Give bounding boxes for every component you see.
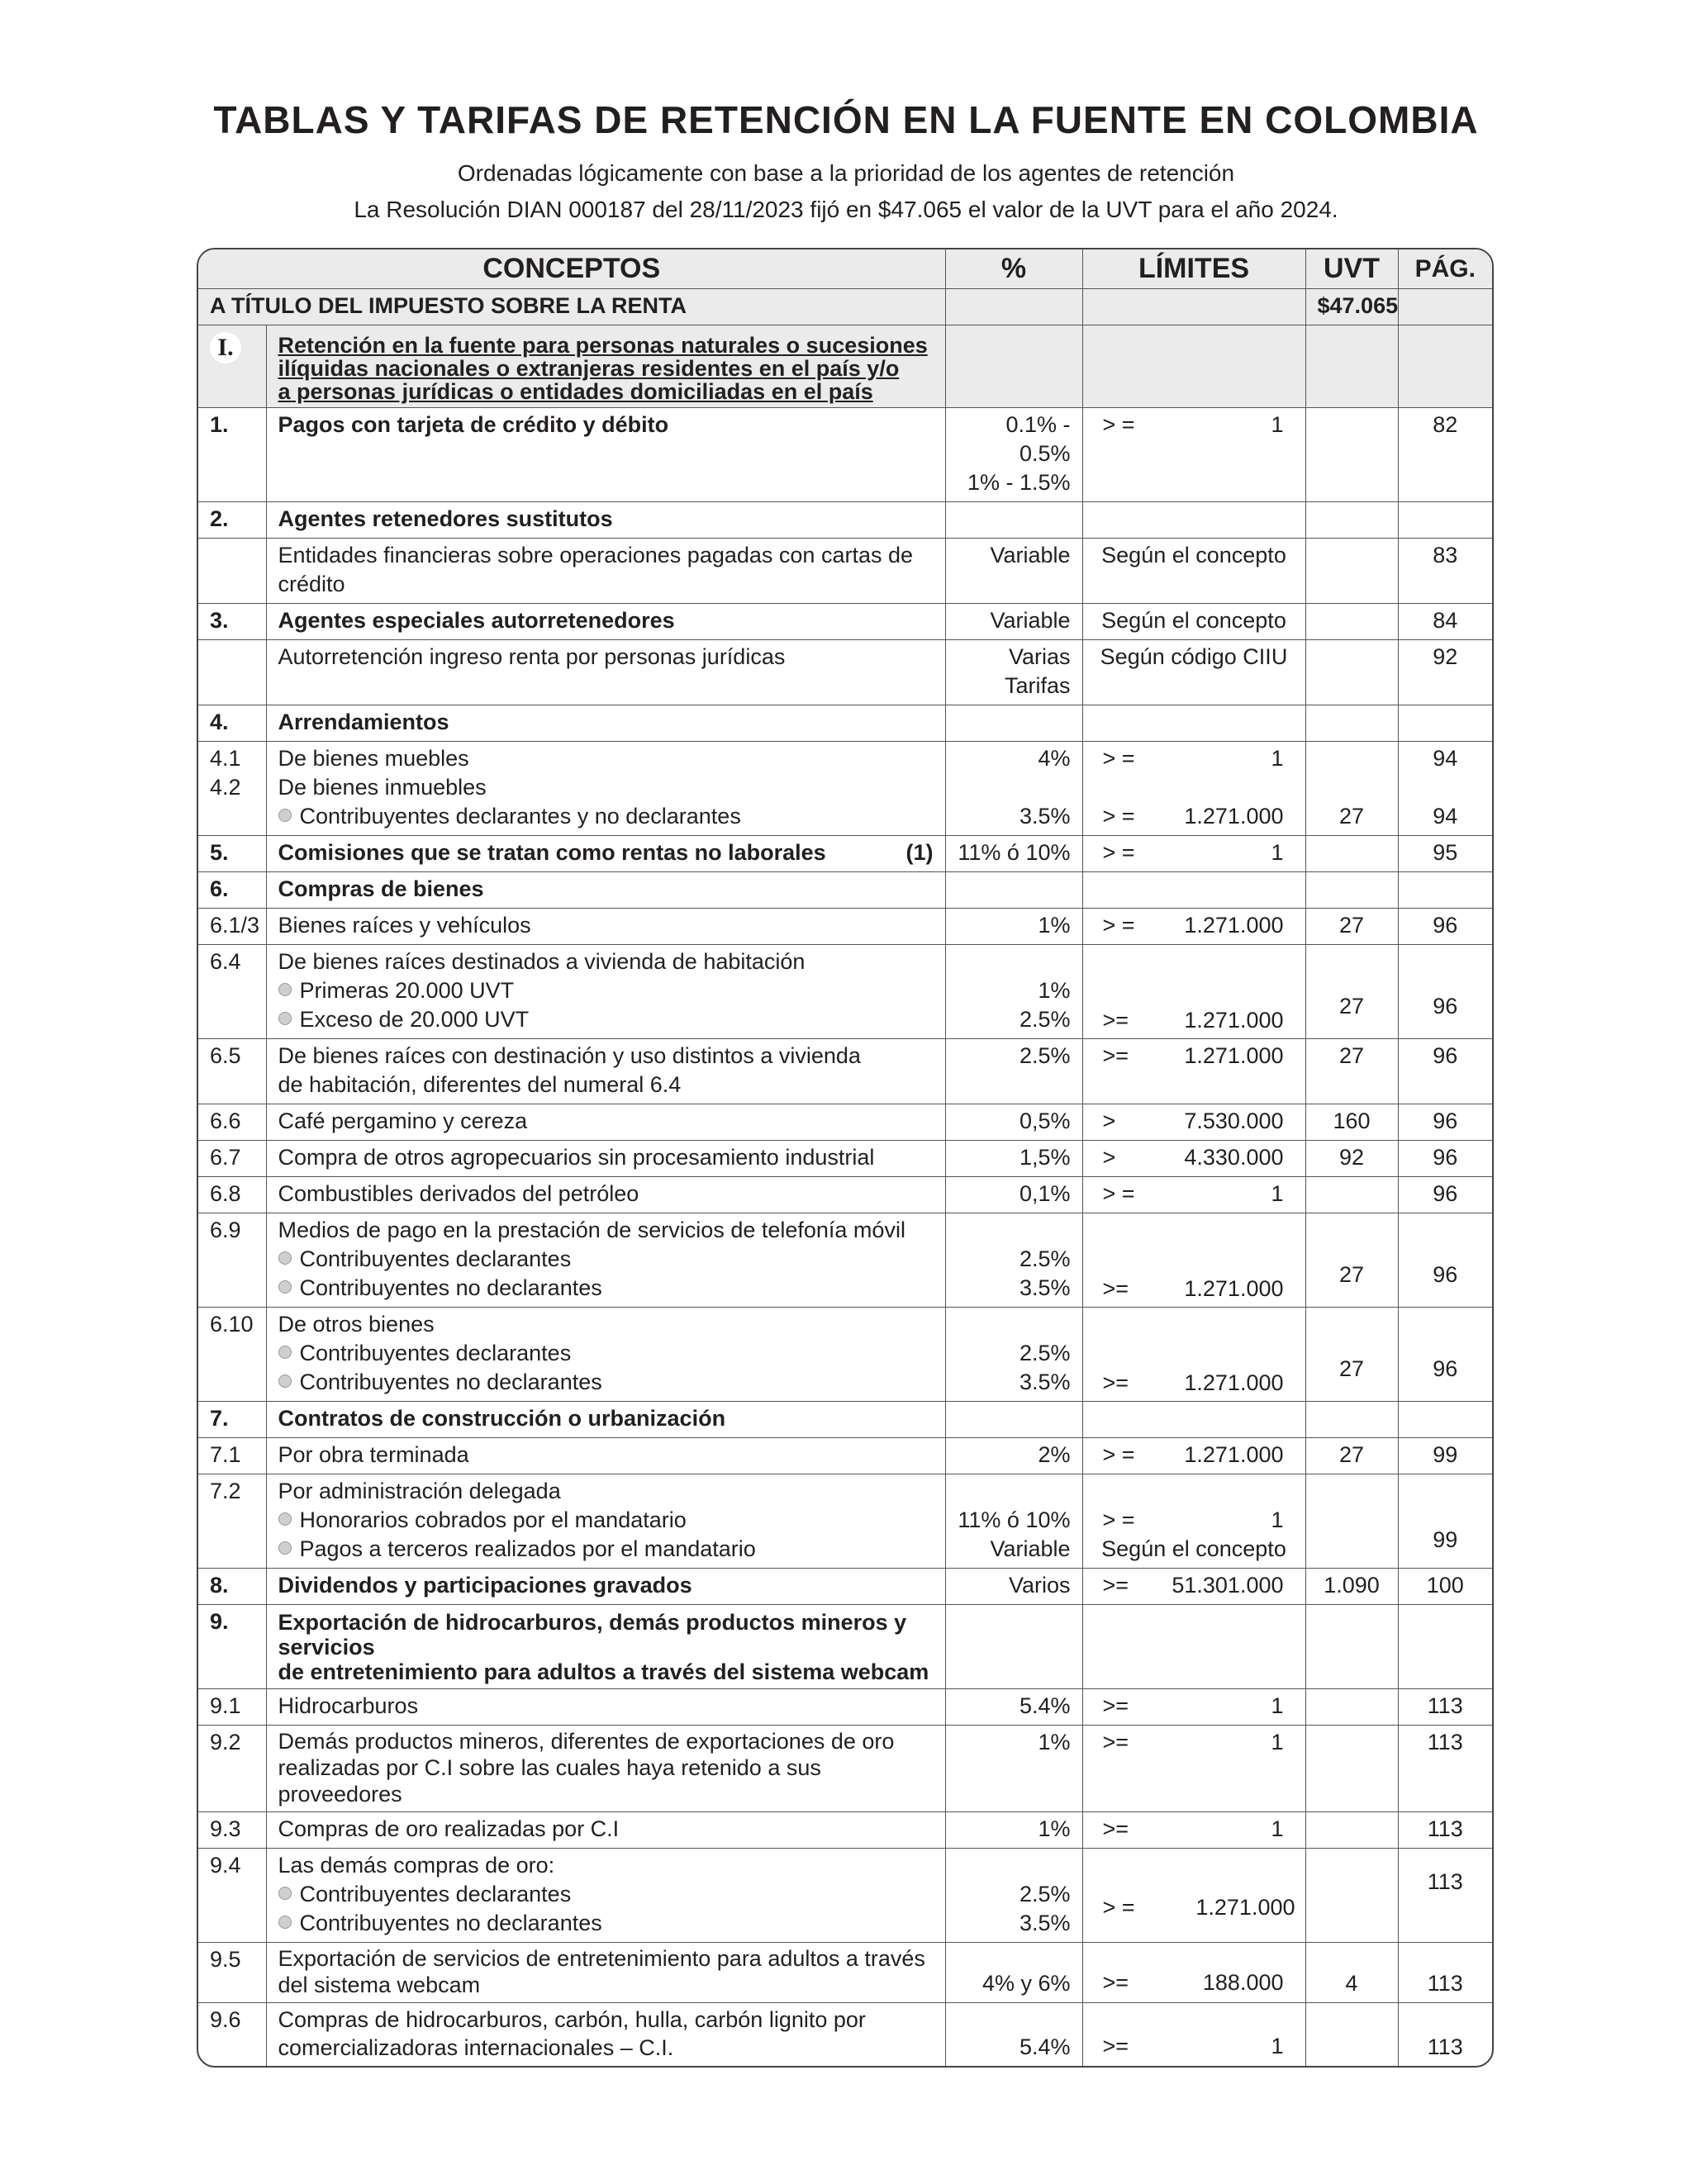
- row-uvt: 4: [1305, 1943, 1398, 2003]
- row-concept: Hidrocarburos: [266, 1689, 945, 1726]
- table-row: [198, 742, 1492, 836]
- section-title: A TÍTULO DEL IMPUESTO SOBRE LA RENTA: [198, 289, 945, 325]
- row-pct: 0,1%: [945, 1177, 1082, 1213]
- limit-text: Según el concepto: [1101, 1536, 1286, 1561]
- row-uvt: 160: [1305, 1104, 1398, 1141]
- row-pct: 3.5%: [1019, 1911, 1071, 1935]
- row-concept: Compra de otros agropecuarios sin procesamiento industrial: [266, 1141, 945, 1177]
- row-concept: Compras de hidrocarburos, carbón, hulla, carbón lignito por: [278, 2007, 866, 2032]
- row-uvt: 27: [1305, 1039, 1398, 1104]
- row-number: 9.3: [198, 1812, 266, 1849]
- limit-operator: >: [1102, 1109, 1116, 1133]
- table-row: [198, 604, 1492, 640]
- row-concept: De bienes inmuebles: [278, 775, 487, 800]
- row-concept: Agentes especiales autorretenedores: [266, 604, 945, 640]
- row-concept: De bienes raíces destinados a vivienda de habitación: [278, 949, 806, 974]
- row-page: 96: [1398, 1039, 1492, 1104]
- limit-operator: >=: [1102, 1816, 1129, 1841]
- row-pct: 3.5%: [1019, 1370, 1071, 1394]
- row-number: 7.: [198, 1402, 266, 1438]
- row-pct: 0.1% - 0.5%: [1005, 412, 1071, 466]
- limit-value: 1.271.000: [1184, 1442, 1284, 1467]
- table-row: [198, 1177, 1492, 1213]
- limit-operator: > =: [1102, 840, 1135, 865]
- row-concept: comercializadoras internacionales – C.I.: [278, 2035, 674, 2060]
- limit-text: Según el concepto: [1082, 539, 1305, 604]
- retention-table: [197, 248, 1494, 2068]
- limit-operator: >=: [1102, 1043, 1129, 1068]
- row-pct: 2.5%: [945, 1039, 1082, 1104]
- table-row: [198, 1569, 1492, 1605]
- row-page: 100: [1398, 1569, 1492, 1605]
- row-concept: Demás productos mineros, diferentes de exportaciones de oro: [278, 1729, 895, 1754]
- row-concept: del sistema webcam: [278, 1973, 481, 1997]
- row-number: 9.2: [198, 1726, 266, 1812]
- row-pct: 1,5%: [945, 1141, 1082, 1177]
- limit-operator: >=: [1102, 1693, 1129, 1718]
- row-uvt: 27: [1305, 742, 1398, 836]
- table-row: [198, 1213, 1492, 1308]
- table-header-row: [198, 249, 1492, 289]
- page-header: [0, 97, 1692, 223]
- limit-value: 1.271.000: [1184, 1008, 1284, 1033]
- group-title-line-1: Retención en la fuente para personas naturales o sucesiones: [278, 333, 928, 358]
- uvt-value: $47.065: [1305, 289, 1398, 325]
- row-pct: 2.5%: [1019, 1007, 1071, 1032]
- row-concept: Medios de pago en la prestación de servicios de telefonía móvil: [278, 1218, 905, 1242]
- row-number: 9.5: [198, 1943, 266, 2003]
- row-page: 96: [1398, 1177, 1492, 1213]
- row-concept: Exportación de servicios de entretenimiento para adultos a través: [278, 1946, 925, 1971]
- row-pct: 3.5%: [1019, 1275, 1071, 1300]
- limit-value: 1.271.000: [1184, 1043, 1284, 1068]
- row-pct: 3.5%: [1019, 804, 1071, 828]
- row-uvt: 27: [1305, 945, 1398, 1039]
- bullet-text: Honorarios cobrados por el mandatario: [299, 1507, 687, 1532]
- table-row: [198, 539, 1492, 604]
- row-page: 92: [1398, 640, 1492, 705]
- table-row: [198, 836, 1492, 872]
- row-pct: 5.4%: [945, 1689, 1082, 1726]
- table-row: [198, 1726, 1492, 1812]
- row-concept: Por administración delegada: [278, 1479, 561, 1503]
- row-pct: Varios: [945, 1569, 1082, 1605]
- row-concept: Autorretención ingreso renta por personas jurídicas: [266, 640, 945, 705]
- row-number: 6.8: [198, 1177, 266, 1213]
- limit-text: Según el concepto: [1082, 604, 1305, 640]
- page-title: TABLAS Y TARIFAS DE RETENCIÓN EN LA FUENTE EN COLOMBIA: [213, 98, 1479, 141]
- table-row: [198, 909, 1492, 945]
- limit-value: 1: [1271, 2034, 1284, 2058]
- limit-operator: >=: [1102, 1573, 1129, 1598]
- limit-value: 1: [1271, 1693, 1284, 1718]
- bullet-icon: [278, 1280, 292, 1294]
- table-row: [198, 705, 1492, 742]
- limit-value: 188.000: [1202, 1970, 1284, 1995]
- row-number: 1.: [198, 408, 266, 502]
- table-row: [198, 1039, 1492, 1104]
- bullet-icon: [278, 1346, 292, 1359]
- limit-value: 4.330.000: [1184, 1145, 1284, 1170]
- row-number: 7.1: [198, 1438, 266, 1474]
- table-row: [198, 1438, 1492, 1474]
- limit-operator: >=: [1102, 1730, 1129, 1754]
- limit-value: 1.271.000: [1184, 1370, 1284, 1395]
- col-conceptos: CONCEPTOS: [198, 249, 945, 289]
- bullet-icon: [278, 1012, 292, 1025]
- limit-value: 51.301.000: [1172, 1573, 1284, 1598]
- row-uvt: 27: [1305, 1438, 1398, 1474]
- bullet-icon: [278, 983, 292, 996]
- limit-value: 1.271.000: [1184, 804, 1284, 828]
- bullet-icon: [278, 1512, 292, 1526]
- row-number: 9.1: [198, 1689, 266, 1726]
- row-uvt: 27: [1305, 909, 1398, 945]
- row-pct: 2.5%: [1019, 1341, 1071, 1365]
- row-page: 96: [1398, 1104, 1492, 1141]
- row-number: 2.: [198, 502, 266, 539]
- limit-operator: >: [1102, 1145, 1116, 1170]
- limit-value: 7.530.000: [1184, 1109, 1284, 1133]
- row-number: 9.6: [198, 2003, 266, 2067]
- section-row: [198, 289, 1492, 325]
- row-page: 113: [1398, 1689, 1492, 1726]
- row-uvt: 1.090: [1305, 1569, 1398, 1605]
- row-concept: Comisiones que se tratan como rentas no laborales: [278, 840, 826, 865]
- col-limites: LÍMITES: [1082, 249, 1305, 289]
- row-page: 96: [1398, 909, 1492, 945]
- bullet-icon: [278, 809, 292, 822]
- row-pct: 1%: [1038, 978, 1071, 1003]
- row-number: 9.4: [198, 1849, 266, 1943]
- limit-value: 1.271.000: [1184, 1276, 1284, 1301]
- table-row: [198, 408, 1492, 502]
- limit-value: 1: [1271, 1730, 1284, 1754]
- row-concept: Combustibles derivados del petróleo: [266, 1177, 945, 1213]
- row-concept: Arrendamientos: [266, 705, 945, 742]
- row-number: 6.7: [198, 1141, 266, 1177]
- limit-text: Según código CIIU: [1082, 640, 1305, 705]
- limit-value: 1: [1271, 746, 1284, 771]
- row-pct: Tarifas: [1004, 673, 1071, 698]
- table-row: [198, 1812, 1492, 1849]
- group-row: [198, 325, 1492, 408]
- limit-operator: >=: [1102, 1008, 1129, 1033]
- limit-value: 1: [1271, 840, 1284, 865]
- row-pct: 1%: [945, 909, 1082, 945]
- limit-operator: > =: [1102, 412, 1135, 437]
- row-number: 6.9: [198, 1213, 266, 1308]
- limit-value: 1: [1271, 412, 1284, 437]
- row-number: 4.2: [210, 775, 241, 800]
- table-row: [198, 1141, 1492, 1177]
- limit-operator: >=: [1102, 1370, 1129, 1395]
- row-pct: Variable: [945, 604, 1082, 640]
- row-pct: Varias: [1008, 644, 1071, 669]
- row-concept: de habitación, diferentes del numeral 6.4: [278, 1072, 682, 1097]
- limit-value: 1: [1271, 1816, 1284, 1841]
- row-page: 82: [1398, 408, 1492, 502]
- bullet-text: Primeras 20.000 UVT: [299, 978, 515, 1003]
- limit-operator: > =: [1102, 1181, 1135, 1206]
- row-concept: De bienes muebles: [278, 746, 469, 771]
- bullet-icon: [278, 1251, 292, 1265]
- row-page: 96: [1398, 1141, 1492, 1177]
- row-number: 6.1/3: [198, 909, 266, 945]
- limit-value: 1: [1271, 1181, 1284, 1206]
- row-number: 3.: [198, 604, 266, 640]
- row-concept: Dividendos y participaciones gravados: [266, 1569, 945, 1605]
- group-title-line-3: a personas jurídicas o entidades domiciliadas en el país: [278, 379, 873, 404]
- table-row: [198, 1849, 1492, 1943]
- roman-numeral: I.: [210, 332, 241, 363]
- row-number: 7.2: [198, 1474, 266, 1569]
- page-subtitle: Ordenadas lógicamente con base a la prioridad de los agentes de retención: [457, 160, 1235, 186]
- limit-value: 1: [1271, 1507, 1284, 1532]
- row-pct: 2%: [945, 1438, 1082, 1474]
- row-concept: Exportación de hidrocarburos, demás productos mineros y servicios: [278, 1610, 907, 1659]
- limit-operator: > =: [1102, 804, 1135, 828]
- limit-operator: >=: [1102, 1276, 1129, 1301]
- row-number: 6.10: [198, 1308, 266, 1402]
- limit-operator: >=: [1102, 1970, 1129, 1995]
- bullet-text: Contribuyentes declarantes: [299, 1246, 572, 1271]
- limit-operator: > =: [1102, 1442, 1135, 1467]
- limit-operator: > =: [1102, 913, 1135, 938]
- row-concept: De otros bienes: [278, 1312, 435, 1337]
- bullet-text: Contribuyentes declarantes y no declarantes: [299, 804, 741, 828]
- table-row: [198, 1402, 1492, 1438]
- row-concept: Contratos de construcción o urbanización: [266, 1402, 945, 1438]
- row-pct: 5.4%: [945, 2003, 1082, 2067]
- row-concept: Compras de bienes: [266, 872, 945, 909]
- row-concept: de entretenimiento para adultos a través del sistema webcam: [278, 1659, 929, 1684]
- row-number: 5.: [198, 836, 266, 872]
- row-page: 83: [1398, 539, 1492, 604]
- row-pct: 1%: [945, 1726, 1082, 1812]
- row-concept: Café pergamino y cereza: [266, 1104, 945, 1141]
- row-page: 113: [1398, 1812, 1492, 1849]
- col-pag: PÁG.: [1398, 249, 1492, 289]
- bullet-text: Pagos a terceros realizados por el mandatario: [299, 1536, 756, 1561]
- row-concept: Pagos con tarjeta de crédito y débito: [266, 408, 945, 502]
- row-pct: 1% - 1.5%: [967, 470, 1071, 495]
- row-pct: Variable: [990, 1536, 1071, 1561]
- row-number: 6.5: [198, 1039, 266, 1104]
- bullet-text: Contribuyentes declarantes: [299, 1341, 572, 1365]
- row-page: 99: [1398, 1474, 1492, 1569]
- col-pct: %: [945, 249, 1082, 289]
- row-page: 96: [1398, 1213, 1492, 1308]
- uvt-note: La Resolución DIAN 000187 del 28/11/2023 fijó en $47.065 el valor de la UVT para el año 2024.: [354, 197, 1338, 222]
- table-row: [198, 945, 1492, 1039]
- bullet-text: Exceso de 20.000 UVT: [299, 1007, 530, 1032]
- limit-value: 1.271.000: [1195, 1895, 1295, 1920]
- limit-operator: > =: [1102, 1507, 1135, 1532]
- row-concept: De bienes raíces con destinación y uso distintos a vivienda: [278, 1043, 861, 1068]
- bullet-icon: [278, 1541, 292, 1555]
- row-uvt: 92: [1305, 1141, 1398, 1177]
- row-pct: 4%: [1038, 746, 1071, 771]
- row-concept: realizadas por C.I sobre las cuales haya retenido a sus proveedores: [278, 1755, 821, 1807]
- limit-value: 1.271.000: [1184, 913, 1284, 938]
- limit-operator: > =: [1102, 746, 1135, 771]
- table-row: [198, 502, 1492, 539]
- bullet-text: Contribuyentes no declarantes: [299, 1275, 602, 1300]
- row-page: 94: [1433, 804, 1458, 828]
- row-number: 6.6: [198, 1104, 266, 1141]
- row-concept: Agentes retenedores sustitutos: [266, 502, 945, 539]
- row-number: 4.1: [210, 746, 241, 771]
- row-pct: 0,5%: [945, 1104, 1082, 1141]
- row-number: 8.: [198, 1569, 266, 1605]
- table-row: [198, 2003, 1492, 2067]
- table-row: [198, 1943, 1492, 2003]
- footnote-ref: (1): [905, 840, 934, 865]
- table-row: [198, 872, 1492, 909]
- row-page: 96: [1398, 945, 1492, 1039]
- row-page: 113: [1398, 1943, 1492, 2003]
- row-pct: 4% y 6%: [945, 1943, 1082, 2003]
- row-concept: Entidades financieras sobre operaciones pagadas con cartas de crédito: [266, 539, 945, 604]
- bullet-icon: [278, 1374, 292, 1388]
- row-concept: Las demás compras de oro:: [278, 1853, 555, 1878]
- row-number: 6.4: [198, 945, 266, 1039]
- row-concept: Compras de oro realizadas por C.I: [266, 1812, 945, 1849]
- row-pct: 11% ó 10%: [945, 836, 1082, 872]
- row-number: 4.: [198, 705, 266, 742]
- bullet-text: Contribuyentes no declarantes: [299, 1370, 602, 1394]
- table-row: [198, 1689, 1492, 1726]
- row-uvt: 27: [1305, 1213, 1398, 1308]
- table-row: [198, 1605, 1492, 1689]
- row-concept: Bienes raíces y vehículos: [266, 909, 945, 945]
- row-concept: Por obra terminada: [266, 1438, 945, 1474]
- row-page: 84: [1398, 604, 1492, 640]
- group-title-line-2: ilíquidas nacionales o extranjeras residentes en el país y/o: [278, 356, 900, 381]
- bullet-icon: [278, 1916, 292, 1929]
- row-pct: 11% ó 10%: [958, 1507, 1071, 1532]
- row-page: 113: [1398, 1849, 1492, 1943]
- row-page: 113: [1398, 2003, 1492, 2067]
- row-pct: 1%: [945, 1812, 1082, 1849]
- row-pct: 2.5%: [1019, 1246, 1071, 1271]
- row-number: 6.: [198, 872, 266, 909]
- row-page: 99: [1398, 1438, 1492, 1474]
- row-page: 95: [1398, 836, 1492, 872]
- bullet-icon: [278, 1887, 292, 1900]
- row-page: 96: [1398, 1308, 1492, 1402]
- limit-operator: > =: [1102, 1895, 1135, 1920]
- table-row: [198, 1104, 1492, 1141]
- row-page: 113: [1398, 1726, 1492, 1812]
- row-number: 9.: [198, 1605, 266, 1689]
- table-row: [198, 1474, 1492, 1569]
- table-row: [198, 1308, 1492, 1402]
- row-page: 94: [1433, 746, 1458, 771]
- row-uvt: 27: [1305, 1308, 1398, 1402]
- row-pct: 2.5%: [1019, 1882, 1071, 1906]
- col-uvt: UVT: [1305, 249, 1398, 289]
- bullet-text: Contribuyentes declarantes: [299, 1882, 572, 1906]
- limit-operator: >=: [1102, 2034, 1129, 2058]
- table-row: [198, 640, 1492, 705]
- row-pct: Variable: [945, 539, 1082, 604]
- bullet-text: Contribuyentes no declarantes: [299, 1911, 602, 1935]
